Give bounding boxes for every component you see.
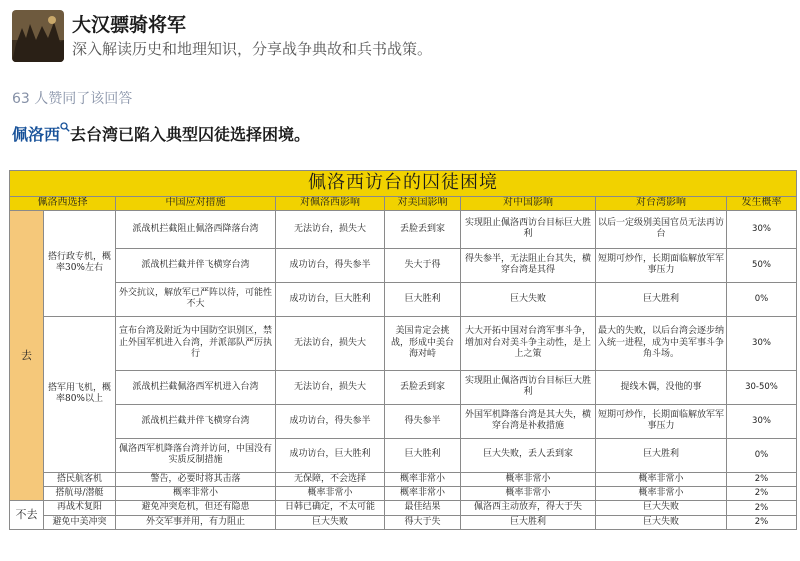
group-not-go: 不去 <box>10 501 44 530</box>
table-row <box>10 486 797 500</box>
cell-measure: 外交军事并用，有力阻止 <box>116 515 276 529</box>
cell-choice: 搭航母/潜艇 <box>44 486 116 500</box>
cell-measure: 佩洛西军机降落台湾并访问，中国没有实质反制措施 <box>116 438 276 472</box>
answer-text: 去台湾已陷入典型囚徒选择困境。 <box>70 125 311 144</box>
cell-prob: 2% <box>727 501 797 515</box>
cell-prob: 30% <box>727 316 797 370</box>
table-title: 佩洛西访台的囚徒困境 <box>10 171 797 197</box>
cell-us: 美国肯定会挑战，形成中美台海对峙 <box>385 316 461 370</box>
cell-pelosi: 无保障，不会选择 <box>276 472 385 486</box>
answer-heading <box>12 122 310 145</box>
cell-taiwan: 巨大胜利 <box>596 282 727 316</box>
cell-us: 巨大胜利 <box>385 438 461 472</box>
cell-us: 巨大胜利 <box>385 282 461 316</box>
cell-pelosi: 成功访台，得失参半 <box>276 248 385 282</box>
cell-taiwan: 提线木偶，没他的事 <box>596 370 727 404</box>
cell-china: 巨大胜利 <box>461 515 596 529</box>
table-row <box>10 211 797 249</box>
header-pelosi: 对佩洛西影响 <box>276 196 385 210</box>
prisoner-dilemma-table <box>9 170 797 530</box>
table-row <box>10 501 797 515</box>
cell-measure: 派战机拦截佩洛西军机进入台湾 <box>116 370 276 404</box>
cell-pelosi: 成功访台，得失参半 <box>276 404 385 438</box>
cell-china: 佩洛西主动放弃，得大于失 <box>461 501 596 515</box>
cell-measure: 警告，必要时将其击落 <box>116 472 276 486</box>
header-prob: 发生概率 <box>727 196 797 210</box>
cell-taiwan: 巨大失败 <box>596 501 727 515</box>
cell-taiwan: 概率非常小 <box>596 486 727 500</box>
cell-pelosi: 无法访台，损失大 <box>276 211 385 249</box>
cell-choice: 避免中美冲突 <box>44 515 116 529</box>
table-row <box>10 404 797 438</box>
table-row <box>10 282 797 316</box>
cell-pelosi: 概率非常小 <box>276 486 385 500</box>
cell-taiwan: 短期可炒作，长期面临解放军军事压力 <box>596 248 727 282</box>
cell-prob: 2% <box>727 486 797 500</box>
table-image <box>9 170 796 530</box>
cell-measure: 宣布台湾及附近为中国防空识别区，禁止外国军机进入台湾，并派部队严厉执行 <box>116 316 276 370</box>
cell-china: 巨大失败 <box>461 282 596 316</box>
cell-prob: 30% <box>727 404 797 438</box>
cell-pelosi: 日韩已确定，不太可能 <box>276 501 385 515</box>
cell-choice: 再战术复阳 <box>44 501 116 515</box>
cell-us: 丢脸丢到家 <box>385 211 461 249</box>
header-taiwan: 对台湾影响 <box>596 196 727 210</box>
cell-us: 丢脸丢到家 <box>385 370 461 404</box>
cell-prob: 50% <box>727 248 797 282</box>
cell-measure: 派战机拦截并伴飞横穿台湾 <box>116 248 276 282</box>
cell-china: 大大开拓中国对台湾军事斗争，增加对台对美斗争主动性，是上上之策 <box>461 316 596 370</box>
cell-china: 得失参半，无法阻止台其失，横穿台湾是其得 <box>461 248 596 282</box>
cell-china: 实现阻止佩洛西访台目标巨大胜利 <box>461 211 596 249</box>
cell-taiwan: 短期可炒作，长期面临解放军军事压力 <box>596 404 727 438</box>
choice-military-plane: 搭军用飞机，概率80%以上 <box>44 316 116 472</box>
choice-exec-plane: 搭行政专机，概率30%左右 <box>44 211 116 317</box>
cell-pelosi: 无法访台，损失大 <box>276 316 385 370</box>
cell-china: 概率非常小 <box>461 486 596 500</box>
cell-prob: 30% <box>727 211 797 249</box>
table-row <box>10 370 797 404</box>
cell-measure: 外交抗议，解放军已严阵以待，可能性不大 <box>116 282 276 316</box>
cell-pelosi: 无法访台，损失大 <box>276 370 385 404</box>
cell-us: 概率非常小 <box>385 472 461 486</box>
cell-prob: 0% <box>727 282 797 316</box>
cell-us: 得大于失 <box>385 515 461 529</box>
author-bio: 深入解读历史和地理知识，分享战争典故和兵书战策。 <box>72 40 433 58</box>
cell-measure: 概率非常小 <box>116 486 276 500</box>
cell-china: 概率非常小 <box>461 472 596 486</box>
cell-prob: 30-50% <box>727 370 797 404</box>
cell-pelosi: 成功访台，巨大胜利 <box>276 438 385 472</box>
cell-prob: 0% <box>727 438 797 472</box>
cell-taiwan: 概率非常小 <box>596 472 727 486</box>
cell-us: 得失参半 <box>385 404 461 438</box>
cell-us: 最佳结果 <box>385 501 461 515</box>
group-go: 去 <box>10 211 44 501</box>
cell-pelosi: 巨大失败 <box>276 515 385 529</box>
cell-china: 外国军机降落台湾是其大失，横穿台湾是补救措施 <box>461 404 596 438</box>
header-us: 对美国影响 <box>385 196 461 210</box>
cell-us: 概率非常小 <box>385 486 461 500</box>
cell-prob: 2% <box>727 515 797 529</box>
cell-china: 巨大失败，丢人丢到家 <box>461 438 596 472</box>
table-row <box>10 248 797 282</box>
cell-taiwan: 以后一定级别美国官员无法再访台 <box>596 211 727 249</box>
table-row <box>10 316 797 370</box>
search-icon[interactable] <box>60 122 70 132</box>
cell-measure: 派战机拦截并伴飞横穿台湾 <box>116 404 276 438</box>
cell-measure: 避免冲突危机，但还有隐患 <box>116 501 276 515</box>
header-choice: 佩洛西选择 <box>10 196 116 210</box>
avatar[interactable] <box>12 10 64 62</box>
cell-china: 实现阻止佩洛西访台目标巨大胜利 <box>461 370 596 404</box>
header-measure: 中国应对措施 <box>116 196 276 210</box>
cell-pelosi: 成功访台，巨大胜利 <box>276 282 385 316</box>
cell-measure: 派战机拦截阻止佩洛西降落台湾 <box>116 211 276 249</box>
cell-us: 失大于得 <box>385 248 461 282</box>
header-china: 对中国影响 <box>461 196 596 210</box>
table-row <box>10 438 797 472</box>
cell-taiwan: 巨大胜利 <box>596 438 727 472</box>
keyword-link[interactable]: 佩洛西 <box>12 125 61 144</box>
cell-taiwan: 最大的失败，以后台湾会逐步纳入统一进程，成为中美军事斗争角斗场。 <box>596 316 727 370</box>
cell-choice: 搭民航客机 <box>44 472 116 486</box>
avatar-image <box>12 10 64 62</box>
table-row <box>10 515 797 529</box>
upvote-count: 63 人赞同了该回答 <box>12 91 133 107</box>
cell-taiwan: 巨大失败 <box>596 515 727 529</box>
author-name[interactable]: 大汉骠骑将军 <box>72 14 187 36</box>
cell-prob: 2% <box>727 472 797 486</box>
table-row <box>10 472 797 486</box>
